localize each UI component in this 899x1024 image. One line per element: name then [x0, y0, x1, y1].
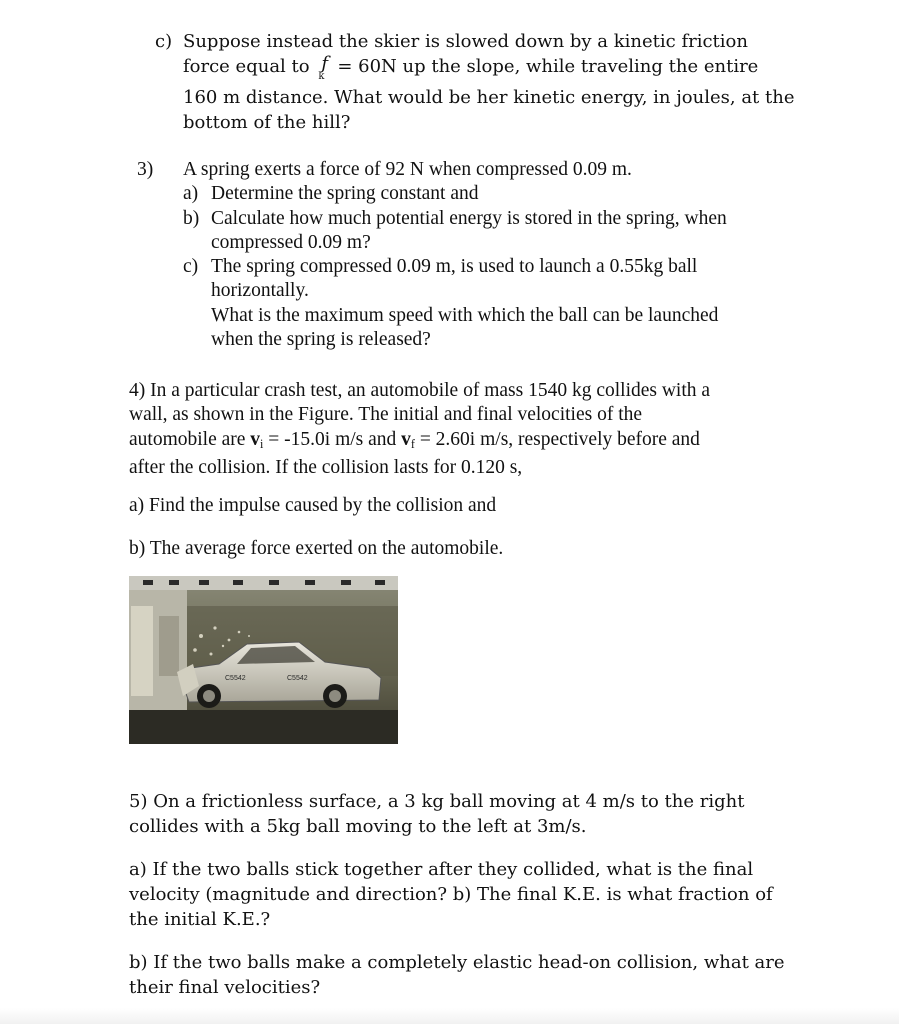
question-5 — [129, 789, 849, 839]
question-2c-line-2-suffix: = 60N up the slope, while traveling the entire — [337, 56, 759, 77]
floor — [129, 710, 398, 744]
question-2c — [155, 29, 855, 135]
question-5-part-a-line-1: a) If the two balls stick together after they collided, what is the final — [129, 859, 754, 880]
question-5-part-a-line-2: velocity (magnitude and direction? b) The final K.E. is what fraction of — [129, 884, 773, 905]
velocity-initial-symbol: v — [250, 428, 261, 450]
crash-test-photo — [129, 576, 398, 744]
question-3-number: 3) — [137, 159, 154, 180]
question-5-part-b — [129, 950, 849, 1000]
question-5-part-b-line-2: their final velocities? — [129, 977, 321, 998]
question-3-part-b-label: b) — [183, 207, 200, 229]
velocity-final-symbol: v — [401, 428, 411, 450]
car-id-label-front: C5542 — [225, 675, 246, 682]
friction-symbol — [315, 53, 337, 82]
question-5-part-a-line-3: the initial K.E.? — [129, 909, 271, 930]
velocity-final-subscript: f — [410, 436, 415, 451]
question-4 — [129, 379, 829, 480]
question-4-line-3-suffix: = 2.60i m/s, respectively before and — [414, 428, 700, 450]
friction-symbol-k: k — [318, 71, 324, 82]
question-2c-line-2-prefix: force equal to — [183, 56, 310, 77]
page-bottom-shadow — [0, 1008, 899, 1024]
friction-symbol-f: f — [321, 53, 329, 74]
question-3-part-b-line-1: Calculate how much potential energy is stored in the spring, when — [211, 207, 727, 229]
question-4-line-3-prefix: automobile are — [129, 428, 251, 450]
question-4-line-2: wall, as shown in the Figure. The initial and final velocities of the — [129, 404, 643, 426]
question-5-part-a — [129, 857, 849, 932]
question-3-part-c-line-2: horizontally. — [211, 280, 309, 302]
question-3-part-c-line-1: The spring compressed 0.09 m, is used to launch a 0.55kg ball — [211, 256, 698, 278]
question-3-part-b-line-2: compressed 0.09 m? — [211, 231, 371, 253]
question-3-part-c — [183, 255, 837, 352]
question-3-part-b — [183, 207, 837, 256]
question-5-line-1: 5) On a frictionless surface, a 3 kg ball moving at 4 m/s to the right — [129, 791, 745, 812]
question-3-part-c-line-4: when the spring is released? — [211, 329, 431, 351]
question-4-line-3 — [129, 428, 829, 456]
question-2c-line-2 — [183, 53, 855, 82]
question-3-part-c-line-3: What is the maximum speed with which the ball can be launched — [211, 304, 719, 326]
question-2c-line-4: bottom of the hill? — [183, 112, 351, 133]
question-3-part-a-label: a) — [183, 183, 199, 205]
question-5-line-2: collides with a 5kg ball moving to the left at 3m/s. — [129, 816, 587, 837]
question-3-part-a — [183, 182, 837, 206]
question-2c-line-3: 160 m distance. What would be her kinetic energy, in joules, at the — [183, 87, 795, 108]
velocity-initial-subscript: i — [260, 436, 264, 451]
car-id-label-rear: C5542 — [287, 675, 308, 682]
question-2c-label: c) — [155, 31, 173, 52]
question-3-part-a-text: Determine the spring constant and — [211, 183, 479, 205]
question-5-part-b-line-1: b) If the two balls make a completely elastic head-on collision, what are — [129, 952, 785, 973]
question-4-line-4: after the collision. If the collision lasts for 0.120 s, — [129, 456, 523, 478]
question-4-line-1: 4) In a particular crash test, an automobile of mass 1540 kg collides with a — [129, 380, 711, 401]
question-4-part-b: b) The average force exerted on the automobile. — [129, 538, 504, 559]
question-4-part-a: a) Find the impulse caused by the collision and — [129, 495, 497, 516]
question-3 — [137, 158, 837, 352]
question-4-line-3-middle: = -15.0i m/s and — [263, 428, 402, 450]
question-3-part-c-label: c) — [183, 256, 199, 278]
question-3-stem: A spring exerts a force of 92 N when compressed 0.09 m. — [183, 159, 632, 180]
question-2c-line-1: Suppose instead the skier is slowed down by a kinetic friction — [183, 31, 748, 52]
